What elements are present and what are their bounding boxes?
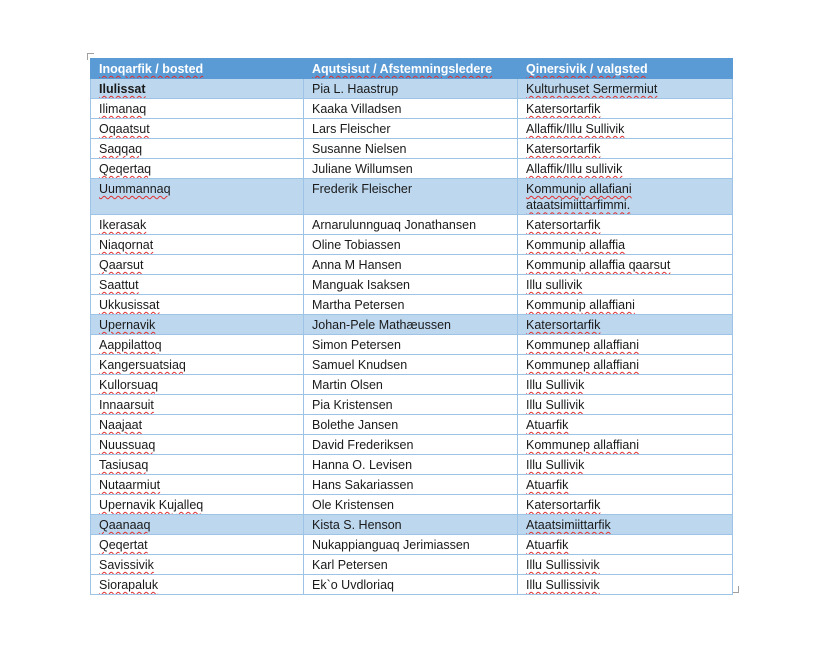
leader-cell: David Frederiksen	[304, 434, 518, 454]
place-cell: Aappilattoq	[91, 334, 304, 354]
leader-cell: Martin Olsen	[304, 374, 518, 394]
table-row	[91, 454, 733, 474]
venue-cell: Kommunip allaffia qaarsut	[518, 254, 733, 274]
table-row	[91, 179, 733, 215]
place-cell: Kangersuatsiaq	[91, 354, 304, 374]
leader-cell: Susanne Nielsen	[304, 139, 518, 159]
table-row	[91, 514, 733, 534]
table-row	[91, 314, 733, 334]
place-cell: Upernavik	[91, 314, 304, 334]
table-body	[91, 79, 733, 595]
venue-cell: Illu Sullivik	[518, 394, 733, 414]
place-cell: Oqaatsut	[91, 119, 304, 139]
venue-cell: Katersortarfik	[518, 494, 733, 514]
table-row	[91, 139, 733, 159]
leader-cell: Manguak Isaksen	[304, 274, 518, 294]
table-row	[91, 234, 733, 254]
place-cell: Tasiusaq	[91, 454, 304, 474]
leader-cell: Martha Petersen	[304, 294, 518, 314]
leader-cell: Frederik Fleischer	[304, 179, 518, 215]
place-cell: Ilimanaq	[91, 99, 304, 119]
leader-cell: Pia Kristensen	[304, 394, 518, 414]
venue-cell: Illu Sullissivik	[518, 574, 733, 594]
table-row	[91, 99, 733, 119]
place-cell: Upernavik Kujalleq	[91, 494, 304, 514]
leader-cell: Nukappianguaq Jerimiassen	[304, 534, 518, 554]
table-row	[91, 214, 733, 234]
leader-cell: Samuel Knudsen	[304, 354, 518, 374]
table-row	[91, 554, 733, 574]
leader-cell: Lars Fleischer	[304, 119, 518, 139]
venue-cell: Allaffik/Illu Sullivik	[518, 119, 733, 139]
venue-cell: Kommunip allaffiani	[518, 294, 733, 314]
venue-cell: Illu Sullivik	[518, 374, 733, 394]
place-cell: Innaarsuit	[91, 394, 304, 414]
leader-cell: Hanna O. Levisen	[304, 454, 518, 474]
table-row	[91, 119, 733, 139]
table-row	[91, 494, 733, 514]
venue-cell: Katersortarfik	[518, 214, 733, 234]
place-cell: Kullorsuaq	[91, 374, 304, 394]
header-venue: Qinersivik / valgsted	[518, 59, 733, 79]
table-row	[91, 374, 733, 394]
place-cell: Ikerasak	[91, 214, 304, 234]
leader-cell: Oline Tobiassen	[304, 234, 518, 254]
venue-cell: Katersortarfik	[518, 139, 733, 159]
table-row	[91, 394, 733, 414]
venue-cell: Kommunip allafiani ataatsimiittarfimmi.	[518, 179, 733, 215]
venue-cell: Katersortarfik	[518, 99, 733, 119]
leader-cell: Johan-Pele Mathæussen	[304, 314, 518, 334]
place-cell: Ukkusissat	[91, 294, 304, 314]
place-cell: Niaqornat	[91, 234, 304, 254]
leader-cell: Juliane Willumsen	[304, 159, 518, 179]
venue-cell: Kommunep allaffiani	[518, 354, 733, 374]
place-cell: Qaanaaq	[91, 514, 304, 534]
leader-cell: Anna M Hansen	[304, 254, 518, 274]
table-row	[91, 334, 733, 354]
venue-cell: Illu Sullissivik	[518, 554, 733, 574]
place-cell: Saattut	[91, 274, 304, 294]
table-row	[91, 274, 733, 294]
place-cell: Nutaarmiut	[91, 474, 304, 494]
table-row	[91, 159, 733, 179]
leader-cell: Hans Sakariassen	[304, 474, 518, 494]
venue-cell: Kommunep allaffiani	[518, 434, 733, 454]
place-cell: Savissivik	[91, 554, 304, 574]
venue-cell: Ataatsimiittarfik	[518, 514, 733, 534]
leader-cell: Bolethe Jansen	[304, 414, 518, 434]
leader-cell: Karl Petersen	[304, 554, 518, 574]
venue-cell: Kommunip allaffia	[518, 234, 733, 254]
table-row	[91, 534, 733, 554]
venue-cell: Kommunep allaffiani	[518, 334, 733, 354]
venue-cell: Illu Sullivik	[518, 454, 733, 474]
table-corner-mark	[732, 586, 739, 593]
place-cell: Qeqertat	[91, 534, 304, 554]
table-row	[91, 574, 733, 594]
place-cell: Uummannaq	[91, 179, 304, 215]
leader-cell: Simon Petersen	[304, 334, 518, 354]
place-cell: Nuussuaq	[91, 434, 304, 454]
header-row	[91, 59, 733, 79]
venue-cell: Kulturhuset Sermermiut	[518, 79, 733, 99]
leader-cell: Ek`o Uvdloriaq	[304, 574, 518, 594]
venue-cell: Atuarfik	[518, 414, 733, 434]
place-cell: Siorapaluk	[91, 574, 304, 594]
table-row	[91, 474, 733, 494]
table-row	[91, 354, 733, 374]
leader-cell: Kista S. Henson	[304, 514, 518, 534]
leader-cell: Arnarulunnguaq Jonathansen	[304, 214, 518, 234]
place-cell: Qaarsut	[91, 254, 304, 274]
leader-cell: Pia L. Haastrup	[304, 79, 518, 99]
table-row	[91, 254, 733, 274]
leader-cell: Kaaka Villadsen	[304, 99, 518, 119]
polling-stations-table	[90, 58, 733, 595]
table-row	[91, 79, 733, 99]
place-cell: Naajaat	[91, 414, 304, 434]
place-cell: Ilulissat	[91, 79, 304, 99]
table-row	[91, 434, 733, 454]
venue-cell: Atuarfik	[518, 474, 733, 494]
place-cell: Qeqertaq	[91, 159, 304, 179]
venue-cell: Illu sullivik	[518, 274, 733, 294]
leader-cell: Ole Kristensen	[304, 494, 518, 514]
table-row	[91, 414, 733, 434]
venue-cell: Allaffik/Illu sullivik	[518, 159, 733, 179]
venue-cell: Atuarfik	[518, 534, 733, 554]
header-place: Inoqarfik / bosted	[91, 59, 304, 79]
table-row	[91, 294, 733, 314]
place-cell: Saqqaq	[91, 139, 304, 159]
header-leader: Aqutsisut / Afstemningsledere	[304, 59, 518, 79]
venue-cell: Katersortarfik	[518, 314, 733, 334]
